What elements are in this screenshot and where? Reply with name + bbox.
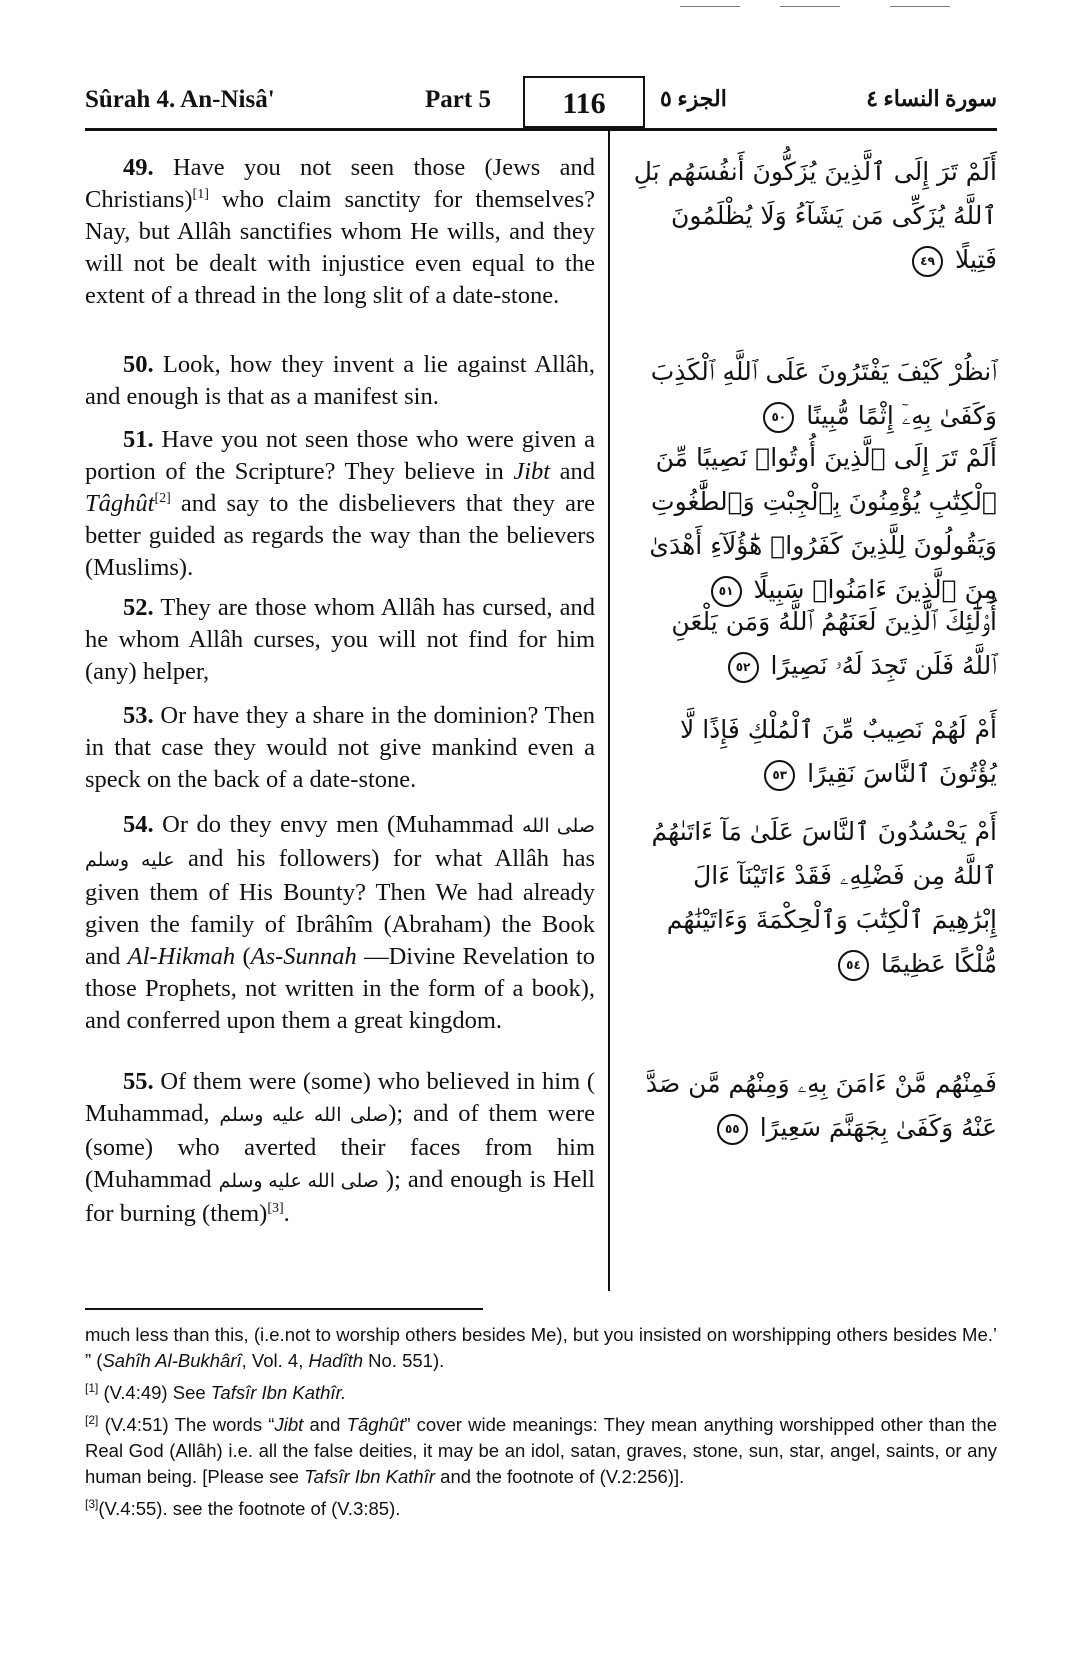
verse-number: 54. [123,811,154,838]
verse-51-english: 51. Have you not seen those who were given a portion of the Scripture? They believe in Jibt and Tâghût[2] and say to the disbelievers that they are better guided as regards the way than the believers (Muslims). [85,426,596,581]
verse-50-english: 50. Look, how they invent a lie against Allâh, and enough is that as a manifest sin. [85,351,595,410]
footnote-3: [3](V.4:55). see the footnote of (V.3:85). [85,1496,401,1519]
salutation-text: صلى الله عليه وسلم [85,816,595,871]
verse-number: 49. [123,154,154,181]
verse-51-arabic: أَلَمْ تَرَ إِلَى ٱلَّذِينَ أُوتُوا۟ نَصِيبًا مِّنَ ٱلْكِتَٰبِ يُؤْمِنُونَ بِٱلْجِبْتِ وَٱلطَّٰغُوتِ وَيَقُولُونَ لِلَّذِينَ كَفَرُوا۟ هَٰٓؤُلَآءِ أَهْدَىٰ مِنَ ٱلَّذِينَ ءَامَنُوا۟ سَبِيلًا ٥١ [630,436,997,612]
salutation-text: صلى الله عليه وسلم [219,1105,389,1126]
verse-55-english: 55. Of them were (some) who believed in him ( Muhammad, صلى الله عليه وسلم); and of them were (some) who averted their faces from him (Muhammad صلى الله عليه وسلم ); and enough is Hell for burning (them)[3]. [85,1068,596,1227]
verse-49-arabic: أَلَمْ تَرَ إِلَى ٱلَّذِينَ يُزَكُّونَ أَنفُسَهُم بَلِ ٱللَّهُ يُزَكِّى مَن يَشَآءُ وَلَا يُظْلَمُونَ فَتِيلًا ٤٩ [630,150,997,282]
ayah-end-marker: ٥٥ [717,1114,748,1145]
ayah-end-marker: ٥٠ [763,402,794,433]
column-divider [608,131,610,1291]
verse-54-english: 54. Or do they envy men (Muhammad صلى الله عليه وسلم and his followers) for what Allâh has given them of His Bounty? Then We had already given the family of Ibrâhîm (Abraham) the Book and Al-Hikmah (As-Sunnah —Divine Revelation to those Prophets, not written in the form of a book), and conferred upon them a great kingdom. [85,811,595,1034]
ayah-end-marker: ٤٩ [912,246,943,277]
part-label-english: Part 5 [425,86,491,113]
verse-number: 55. [123,1068,154,1095]
surah-title-english: Sûrah 4. An-Nisâ' [85,86,275,113]
footnote-marker: [2] [154,490,171,506]
verse-55-arabic: فَمِنْهُم مَّنْ ءَامَنَ بِهِۦ وَمِنْهُم مَّن صَدَّ عَنْهُ وَكَفَىٰ بِجَهَنَّمَ سَعِيرًا ٥٥ [630,1062,997,1150]
verse-number: 50. [123,351,154,378]
ayah-end-marker: ٥٢ [728,652,759,683]
part-label-arabic: الجزء ٥ [660,86,727,111]
footnote-1: [1] (V.4:49) See Tafsîr Ibn Kathîr. [85,1380,347,1403]
verse-49-english: 49. Have you not seen those (Jews and Christians)[1] who claim sanctity for themselves? Nay, but Allâh sanctifies whom He wills, and they will not be dealt with injustice even equal to the extent of a thread in the long slit of a date-stone. [85,154,595,309]
footnote-2: [2] (V.4:51) The words “Jibt and Tâghût” cover wide meanings: They mean anything worshipped other than the Real God (Allâh) i.e. all the false deities, it may be an idol, satan, graves, stone, sun, star, angel, saints, or any human being. [Please see Tafsîr Ibn Kathîr and the footnote of (V.2:256)]. [85,1412,997,1487]
verse-50-arabic: ٱنظُرْ كَيْفَ يَفْتَرُونَ عَلَى ٱللَّهِ ٱلْكَذِبَ وَكَفَىٰ بِهِۦٓ إِثْمًا مُّبِينًا ٥٠ [630,350,997,438]
footnotes-section [85,1322,997,1528]
verse-54-arabic: أَمْ يَحْسُدُونَ ٱلنَّاسَ عَلَىٰ مَآ ءَاتَىٰهُمُ ٱللَّهُ مِن فَضْلِهِۦ فَقَدْ ءَاتَيْنَآ ءَالَ إِبْرَٰهِيمَ ٱلْكِتَٰبَ وَٱلْحِكْمَةَ وَءَاتَيْنَٰهُم مُّلْكًا عَظِيمًا ٥٤ [630,810,997,986]
footnote-marker: [1] [192,186,209,202]
page-header [85,80,997,128]
surah-title-arabic: سورة النساء ٤ [866,86,997,111]
salutation-text: صلى الله عليه وسلم [218,1171,379,1192]
verse-52-english: 52. They are those whom Allâh has cursed, and he whom Allâh curses, you will not find for him (any) helper, [85,594,595,685]
verse-number: 51. [123,426,154,453]
footnote-rule [85,1308,483,1310]
footnote-continuation: much less than this, (i.e.not to worship others besides Me), but you insisted on worshipping others besides Me.’ ” (Sahîh Al-Bukhârî, Vol. 4, Hadîth No. 551). [85,1324,997,1371]
verse-53-english: 53. Or have they a share in the dominion? Then in that case they would not give mankind even a speck on the back of a date-stone. [85,702,595,793]
ayah-end-marker: ٥٣ [764,760,795,791]
verse-number: 52. [123,594,154,621]
page-number: 116 [523,76,645,128]
verse-number: 53. [123,702,154,729]
verse-53-arabic: أَمْ لَهُمْ نَصِيبٌ مِّنَ ٱلْمُلْكِ فَإِذًا لَّا يُؤْتُونَ ٱلنَّاسَ نَقِيرًا ٥٣ [630,708,997,796]
ayah-end-marker: ٥١ [711,576,742,607]
ayah-end-marker: ٥٤ [838,950,869,981]
footnote-marker: [3] [267,1200,284,1216]
top-print-marks [680,0,1020,10]
header-rule [85,128,997,131]
verse-52-arabic: أُو۟لَٰٓئِكَ ٱلَّذِينَ لَعَنَهُمُ ٱللَّهُ وَمَن يَلْعَنِ ٱللَّهُ فَلَن تَجِدَ لَهُۥ نَصِيرًا ٥٢ [630,600,997,688]
